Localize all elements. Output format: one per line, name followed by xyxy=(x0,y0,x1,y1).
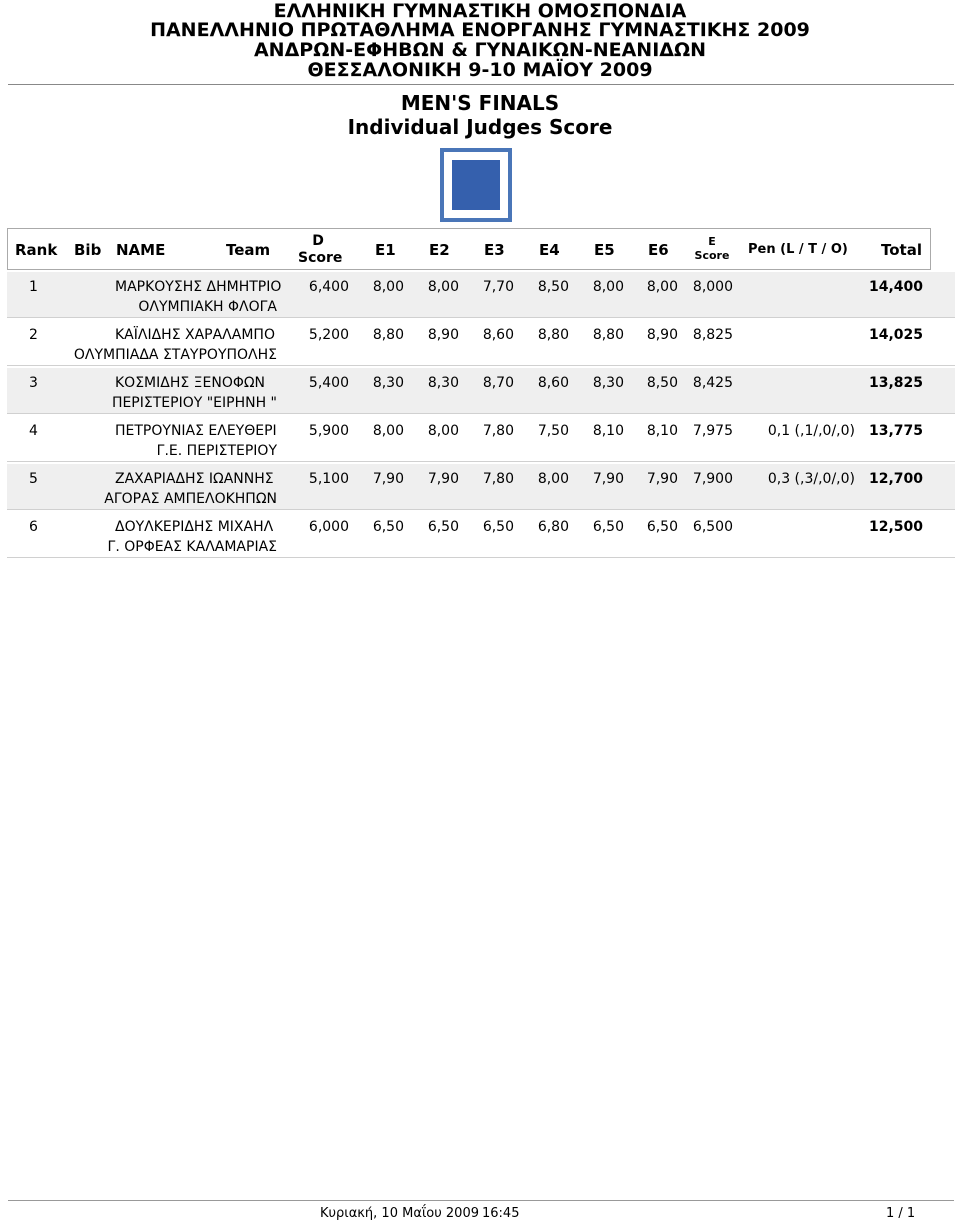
cell-e: 6,500 xyxy=(692,519,733,535)
cell-e6: 8,90 xyxy=(646,327,678,343)
cell-e6: 8,10 xyxy=(646,423,678,439)
cell-e4: 7,50 xyxy=(537,423,569,439)
cell-e2: 8,00 xyxy=(427,279,459,295)
col-e2: E2 xyxy=(429,241,450,259)
cell-e3: 6,50 xyxy=(482,519,514,535)
cell-e5: 8,80 xyxy=(592,327,624,343)
venue-date-title: ΘΕΣΣΑΛΟΝΙΚΗ 9-10 ΜΑΪΟΥ 2009 xyxy=(307,59,653,81)
championship-title: ΠΑΝΕΛΛΗΝΙΟ ΠΡΩΤΑΘΛΗΜΑ ΕΝΟΡΓΑΝΗΣ ΓΥΜΝΑΣΤΙΚΗΣ 2009 xyxy=(150,19,810,41)
cell-e6: 7,90 xyxy=(646,471,678,487)
cell-team xyxy=(103,539,277,555)
cell-e3: 7,80 xyxy=(482,423,514,439)
cell-e1: 7,90 xyxy=(372,471,404,487)
cell-pen: 0,3 (,3/,0/,0) xyxy=(767,471,855,487)
col-e6: E6 xyxy=(648,241,669,259)
cell-d: 6,400 xyxy=(308,279,349,295)
table-row xyxy=(7,512,955,558)
cell-e5: 8,30 xyxy=(592,375,624,391)
cell-e3: 7,80 xyxy=(482,471,514,487)
table-row xyxy=(7,272,955,318)
cell-d: 5,400 xyxy=(308,375,349,391)
cell-rank: 3 xyxy=(29,375,38,391)
table-row xyxy=(7,464,955,510)
cell-e1: 8,00 xyxy=(372,279,404,295)
cell-name: ΔΟΥΛΚΕΡΙΔΗΣ ΜΙΧΑΗΛ xyxy=(115,519,274,535)
cell-e2: 8,30 xyxy=(427,375,459,391)
cell-team-text: Γ.Ε. ΠΕΡΙΣΤΕΡΙΟΥ xyxy=(156,443,277,459)
col-team: Team xyxy=(226,241,271,259)
col-e5: E5 xyxy=(594,241,615,259)
col-e-score: E Score xyxy=(694,235,730,262)
cell-e5: 8,10 xyxy=(592,423,624,439)
cell-team-text: ΠΕΡΙΣΤΕΡΙΟΥ "ΕΙΡΗΝΗ " xyxy=(111,395,277,411)
federation-title: ΕΛΛΗΝΙΚΗ ΓΥΜΝΑΣΤΙΚΗ ΟΜΟΣΠΟΝΔΙΑ xyxy=(273,0,687,22)
cell-name: ΚΑΪΛΙΔΗΣ ΧΑΡΑΛΑΜΠΟ xyxy=(115,327,275,343)
cell-e6: 6,50 xyxy=(646,519,678,535)
table-row xyxy=(7,416,955,462)
col-rank: Rank xyxy=(15,241,58,259)
cell-total: 12,500 xyxy=(868,519,923,535)
cell-e2: 6,50 xyxy=(427,519,459,535)
cell-e6: 8,00 xyxy=(646,279,678,295)
cell-rank: 4 xyxy=(29,423,38,439)
cell-e: 8,425 xyxy=(692,375,733,391)
cell-team xyxy=(103,299,277,315)
cell-team-text: ΟΛΥΜΠΙΑΔΑ ΣΤΑΥΡΟΥΠΟΛΗΣ xyxy=(73,347,277,363)
footer-page: 1 / 1 xyxy=(886,1206,916,1221)
cell-e3: 8,60 xyxy=(482,327,514,343)
cell-team xyxy=(103,395,277,411)
cell-team-text: ΟΛΥΜΠΙΑΚΗ ΦΛΟΓΑ xyxy=(138,299,277,315)
col-e1: E1 xyxy=(375,241,396,259)
cell-d: 5,200 xyxy=(308,327,349,343)
cell-e2: 8,90 xyxy=(427,327,459,343)
cell-rank: 6 xyxy=(29,519,38,535)
col-d-score: D Score xyxy=(298,233,343,266)
cell-total: 13,825 xyxy=(868,375,923,391)
table-header xyxy=(7,228,931,270)
col-e4: E4 xyxy=(539,241,560,259)
cell-total: 12,700 xyxy=(868,471,923,487)
event-title: MEN'S FINALS xyxy=(400,91,560,115)
col-name: NAME xyxy=(116,241,166,259)
col-penalty: Pen (L / T / O) xyxy=(748,242,848,257)
cell-d: 5,100 xyxy=(308,471,349,487)
cell-team-text: ΑΓΟΡΑΣ ΑΜΠΕΛΟΚΗΠΩΝ xyxy=(104,491,277,507)
cell-name: ΚΟΣΜΙΔΗΣ ΞΕΝΟΦΩΝ xyxy=(115,375,266,391)
apparatus-logo-icon xyxy=(440,148,512,222)
cell-e: 8,000 xyxy=(692,279,733,295)
cell-e: 7,975 xyxy=(692,423,733,439)
cell-total: 13,775 xyxy=(868,423,923,439)
category-title: ΑΝΔΡΩΝ-ΕΦΗΒΩΝ & ΓΥΝΑΙΚΩΝ-ΝΕΑΝΙΔΩΝ xyxy=(253,39,707,61)
cell-team xyxy=(103,443,277,459)
cell-e6: 8,50 xyxy=(646,375,678,391)
cell-team-text: Γ. ΟΡΦΕΑΣ ΚΑΛΑΜΑΡΙΑΣ xyxy=(107,539,277,555)
cell-e1: 8,30 xyxy=(372,375,404,391)
header-divider xyxy=(8,84,954,85)
cell-e4: 8,60 xyxy=(537,375,569,391)
cell-e4: 8,00 xyxy=(537,471,569,487)
cell-e3: 7,70 xyxy=(482,279,514,295)
cell-e4: 6,80 xyxy=(537,519,569,535)
col-bib: Bib xyxy=(74,241,102,259)
table-row xyxy=(7,368,955,414)
cell-total: 14,400 xyxy=(868,279,923,295)
cell-e: 8,825 xyxy=(692,327,733,343)
footer-time: 16:45 xyxy=(482,1206,520,1221)
cell-team xyxy=(73,347,277,363)
cell-rank: 1 xyxy=(29,279,38,295)
cell-e5: 8,00 xyxy=(592,279,624,295)
cell-e1: 6,50 xyxy=(372,519,404,535)
report-title: Individual Judges Score xyxy=(347,115,613,139)
footer-divider xyxy=(8,1200,954,1201)
cell-name: ΖΑΧΑΡΙΑΔΗΣ ΙΩΑΝΝΗΣ xyxy=(115,471,274,487)
cell-e5: 6,50 xyxy=(592,519,624,535)
cell-name: ΠΕΤΡΟΥΝΙΑΣ ΕΛΕΥΘΕΡΙ xyxy=(115,423,277,439)
cell-e3: 8,70 xyxy=(482,375,514,391)
cell-e5: 7,90 xyxy=(592,471,624,487)
col-total: Total xyxy=(881,241,922,259)
cell-e1: 8,80 xyxy=(372,327,404,343)
cell-e: 7,900 xyxy=(692,471,733,487)
cell-total: 14,025 xyxy=(868,327,923,343)
cell-rank: 2 xyxy=(29,327,38,343)
cell-team xyxy=(103,491,277,507)
cell-e4: 8,80 xyxy=(537,327,569,343)
cell-e2: 7,90 xyxy=(427,471,459,487)
cell-pen: 0,1 (,1/,0/,0) xyxy=(767,423,855,439)
footer-date: Κυριακή, 10 Μαΐου 2009 xyxy=(320,1206,479,1221)
cell-d: 6,000 xyxy=(308,519,349,535)
cell-rank: 5 xyxy=(29,471,38,487)
col-e3: E3 xyxy=(484,241,505,259)
cell-e4: 8,50 xyxy=(537,279,569,295)
cell-name: ΜΑΡΚΟΥΣΗΣ ΔΗΜΗΤΡΙΟ xyxy=(115,279,282,295)
table-row xyxy=(7,320,955,366)
cell-d: 5,900 xyxy=(308,423,349,439)
cell-e1: 8,00 xyxy=(372,423,404,439)
cell-e2: 8,00 xyxy=(427,423,459,439)
